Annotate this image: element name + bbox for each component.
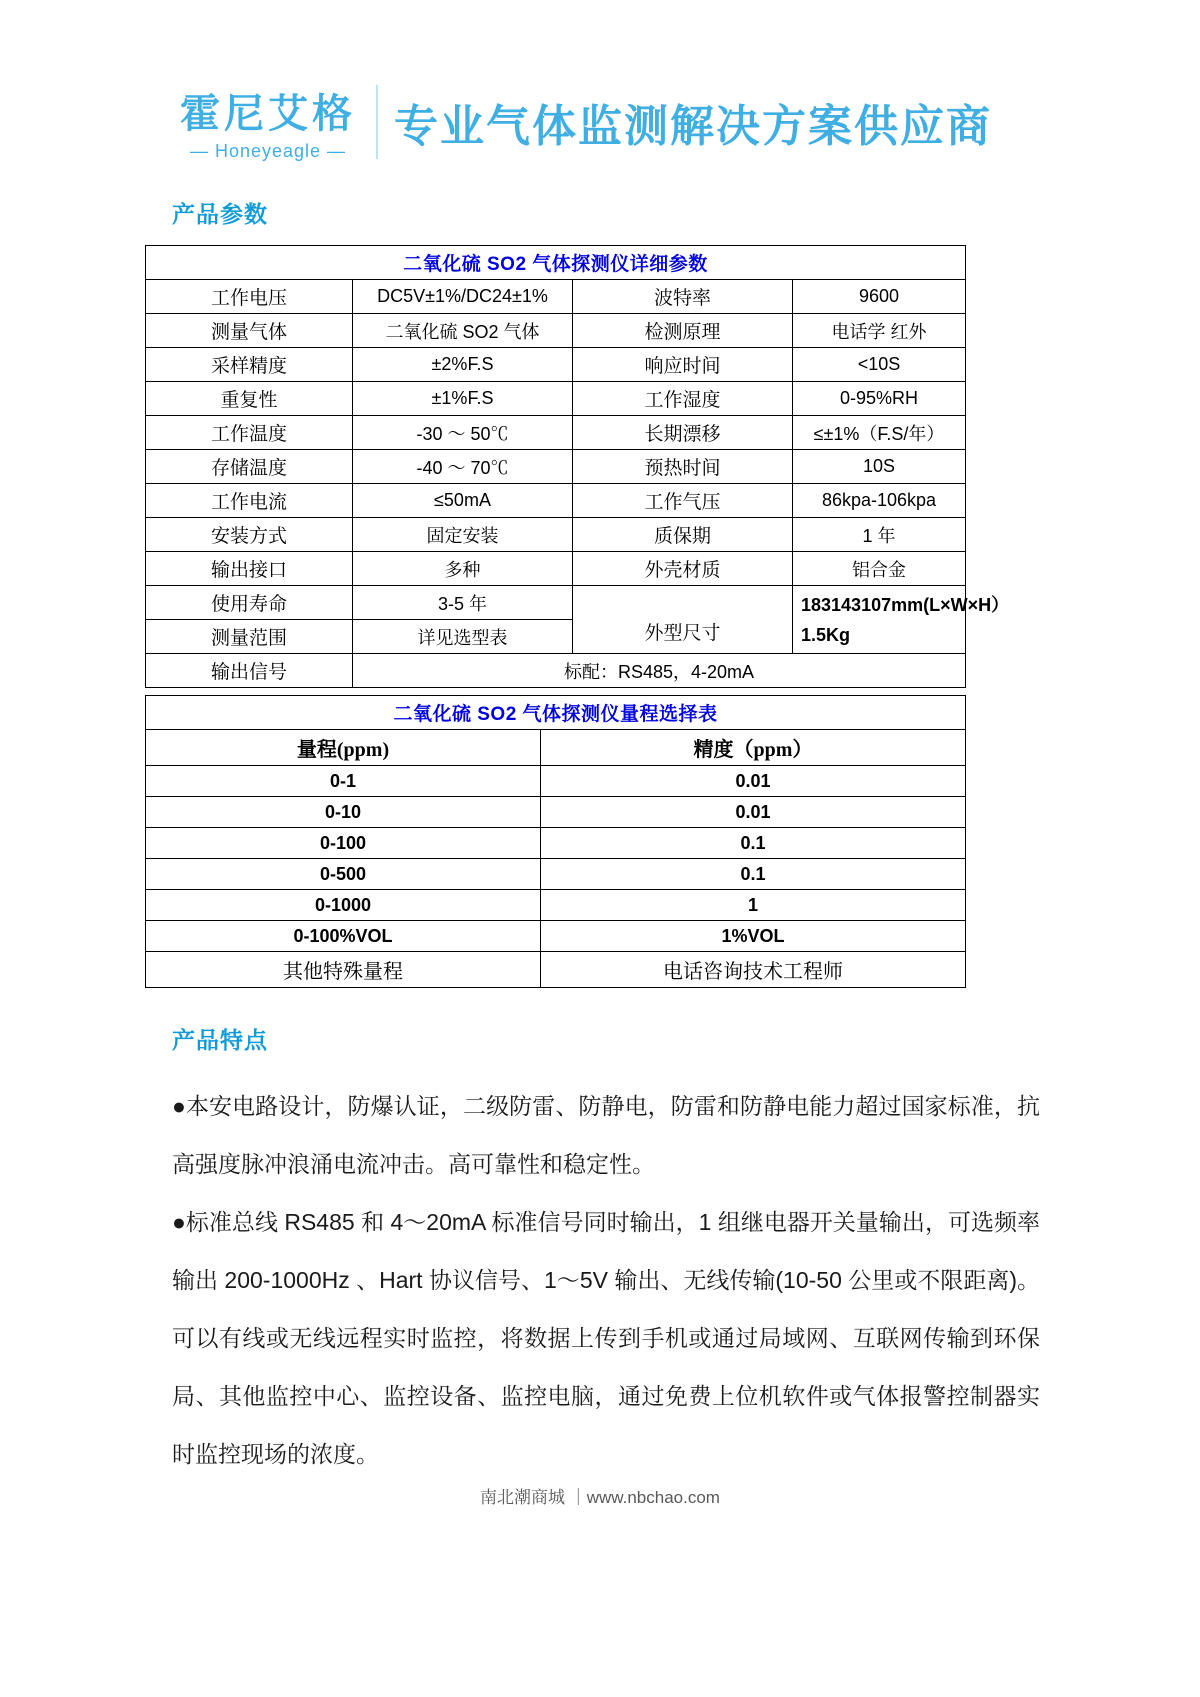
table-row — [146, 586, 966, 620]
table-row — [146, 348, 966, 382]
range-cell: 0-100%VOL — [146, 921, 541, 952]
spec-value: ±2%F.S — [353, 348, 573, 382]
precision-cell: 0.1 — [541, 828, 966, 859]
table-row — [146, 859, 966, 890]
range-table — [145, 695, 966, 988]
spec-value: 多种 — [353, 552, 573, 586]
spec-value: 固定安装 — [353, 518, 573, 552]
footer-text: 南北潮商城 ｜www.nbchao.com — [480, 1488, 720, 1507]
footer — [0, 1483, 1200, 1508]
spec-label: 工作电流 — [146, 484, 353, 518]
spec-value: ≤±1%（F.S/年） — [793, 416, 966, 450]
spec-label: 检测原理 — [573, 314, 793, 348]
range-cell: 0-500 — [146, 859, 541, 890]
range-table-title-row — [146, 696, 966, 730]
spec-label: 工作气压 — [573, 484, 793, 518]
spec-label: 质保期 — [573, 518, 793, 552]
table-row — [146, 552, 966, 586]
precision-cell: 电话咨询技术工程师 — [541, 952, 966, 988]
range-cell: 0-10 — [146, 797, 541, 828]
spec-value: 详见选型表 — [353, 620, 573, 654]
section-heading-params: 产品参数 — [172, 201, 268, 227]
spec-label: 测量气体 — [146, 314, 353, 348]
feature-paragraph: ●标准总线 RS485 和 4～20mA 标准信号同时输出，1 组继电器开关量输出，可选频率输出 200-1000Hz 、Hart 协议信号、1～5V 输出、无线传输(10-50 公里或不限距离)。可以有线或无线远程实时监控，将数据上传到手机或通过局域网、互联网传输到环保局、其他监控中心、监控设备、监控电脑，通过免费上位机软件或气体报警控制器实时监控现场的浓度。 — [172, 1209, 1040, 1467]
table-row — [146, 484, 966, 518]
table-row — [146, 382, 966, 416]
spec-value: 1 年 — [793, 518, 966, 552]
spec-label-dimensions: 外型尺寸 — [573, 586, 793, 654]
logo-divider — [376, 85, 378, 159]
table-row — [146, 766, 966, 797]
feature-paragraph: ●本安电路设计，防爆认证，二级防雷、防静电，防雷和防静电能力超过国家标准，抗高强度脉冲浪涌电流冲击。高可靠性和稳定性。 — [172, 1093, 1040, 1177]
spec-label: 工作湿度 — [573, 382, 793, 416]
range-cell: 其他特殊量程 — [146, 952, 541, 988]
spec-label: 长期漂移 — [573, 416, 793, 450]
spec-value: 0-95%RH — [793, 382, 966, 416]
spec-label: 输出接口 — [146, 552, 353, 586]
spec-label: 工作温度 — [146, 416, 353, 450]
header — [0, 0, 1200, 162]
spec-value: 电话学 红外 — [793, 314, 966, 348]
spec-value: 86kpa-106kpa — [793, 484, 966, 518]
precision-cell: 1%VOL — [541, 921, 966, 952]
spec-label: 波特率 — [573, 280, 793, 314]
table-row — [146, 416, 966, 450]
spec-value: 铝合金 — [793, 552, 966, 586]
spec-value: 10S — [793, 450, 966, 484]
spec-label-output-signal: 输出信号 — [146, 654, 353, 688]
range-table-title: 二氧化硫 SO2 气体探测仪量程选择表 — [146, 696, 966, 730]
spec-label: 使用寿命 — [146, 586, 353, 620]
brand-logo — [180, 82, 356, 162]
spec-value: ≤50mA — [353, 484, 573, 518]
features-section — [172, 1077, 1040, 1483]
spec-value: 二氧化硫 SO2 气体 — [353, 314, 573, 348]
spec-label: 存储温度 — [146, 450, 353, 484]
table-row — [146, 314, 966, 348]
table-row — [146, 921, 966, 952]
brand-name-en: — Honeyeagle — — [189, 141, 347, 161]
spec-label: 预热时间 — [573, 450, 793, 484]
range-table-header-row — [146, 730, 966, 766]
table-row — [146, 828, 966, 859]
precision-cell: 1 — [541, 890, 966, 921]
range-cell: 0-1000 — [146, 890, 541, 921]
spec-value: -30 ～ 50℃ — [353, 416, 573, 450]
spec-label: 响应时间 — [573, 348, 793, 382]
range-cell: 0-100 — [146, 828, 541, 859]
table-row — [146, 797, 966, 828]
spec-label: 外壳材质 — [573, 552, 793, 586]
precision-cell: 0.01 — [541, 766, 966, 797]
spec-value: 3-5 年 — [353, 586, 573, 620]
spec-table-title-row — [146, 246, 966, 280]
spec-label: 测量范围 — [146, 620, 353, 654]
spec-value: 9600 — [793, 280, 966, 314]
table-row — [146, 518, 966, 552]
table-row — [146, 952, 966, 988]
table-row — [146, 890, 966, 921]
spec-value-dimensions: 183143107mm(L×W×H）1.5Kg — [793, 586, 966, 654]
spec-value: <10S — [793, 348, 966, 382]
spec-label: 工作电压 — [146, 280, 353, 314]
range-cell: 0-1 — [146, 766, 541, 797]
spec-value: ±1%F.S — [353, 382, 573, 416]
spec-table — [145, 245, 1010, 688]
spec-table-title: 二氧化硫 SO2 气体探测仪详细参数 — [146, 246, 966, 280]
section-heading-features: 产品特点 — [172, 1027, 268, 1053]
range-column-header: 量程(ppm) — [146, 730, 541, 766]
brand-name: 霍尼艾格 — [180, 92, 356, 136]
spec-value: -40 ～ 70℃ — [353, 450, 573, 484]
table-row — [146, 280, 966, 314]
spec-label: 采样精度 — [146, 348, 353, 382]
brand-tagline: 专业气体监测解决方案供应商 — [394, 102, 992, 151]
precision-cell: 0.1 — [541, 859, 966, 890]
precision-cell: 0.01 — [541, 797, 966, 828]
spec-label: 安装方式 — [146, 518, 353, 552]
spec-label: 重复性 — [146, 382, 353, 416]
spec-value-output-signal: 标配：RS485，4-20mA — [353, 654, 966, 688]
precision-column-header: 精度（ppm） — [541, 730, 966, 766]
spec-value: DC5V±1%/DC24±1% — [353, 280, 573, 314]
table-row — [146, 450, 966, 484]
table-row — [146, 654, 966, 688]
